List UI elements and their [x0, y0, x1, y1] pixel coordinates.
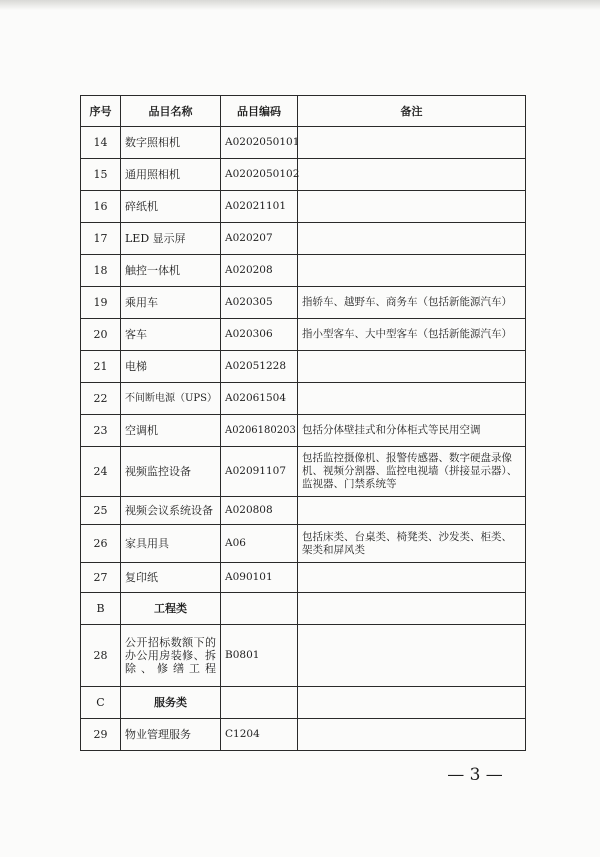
header-note: 备注 — [298, 96, 526, 127]
category-row-services — [81, 687, 526, 719]
row-name: 家具用具 — [121, 525, 221, 563]
row-code: A02051228 — [221, 351, 298, 383]
row-code: A0202050102 — [221, 159, 298, 191]
row-code: A06 — [221, 525, 298, 563]
row-code: C1204 — [221, 719, 298, 751]
row-code: A0206180203 — [221, 415, 298, 447]
row-note — [298, 223, 526, 255]
row-seq: 21 — [81, 351, 121, 383]
row-note — [298, 497, 526, 525]
row-note: 包括监控摄像机、报警传感器、数字硬盘录像机、视频分割器、监控电视墙（拼接显示器）、监视器、门禁系统等 — [298, 447, 526, 497]
row-note — [298, 351, 526, 383]
row-seq: 26 — [81, 525, 121, 563]
row-code: A02091107 — [221, 447, 298, 497]
category-seq: C — [81, 687, 121, 719]
row-note: 指轿车、越野车、商务车（包括新能源汽车） — [298, 287, 526, 319]
category-row-engineering — [81, 593, 526, 625]
row-name: 数字照相机 — [121, 127, 221, 159]
row-seq: 18 — [81, 255, 121, 287]
row-code: A020208 — [221, 255, 298, 287]
row-code: A02061504 — [221, 383, 298, 415]
row-name: 公开招标数额下的办公用房装修、拆除、修缮工程 — [121, 625, 221, 687]
row-note — [298, 383, 526, 415]
table-row — [81, 563, 526, 593]
row-note — [298, 159, 526, 191]
table-header-row — [81, 96, 526, 127]
row-seq: 27 — [81, 563, 121, 593]
row-code: A020808 — [221, 497, 298, 525]
row-code: A020305 — [221, 287, 298, 319]
empty-cell — [221, 687, 298, 719]
row-name: 视频监控设备 — [121, 447, 221, 497]
row-code: A02021101 — [221, 191, 298, 223]
category-seq: B — [81, 593, 121, 625]
scan-edge-shade — [0, 0, 600, 10]
table-row — [81, 319, 526, 351]
header-seq: 序号 — [81, 96, 121, 127]
row-seq: 15 — [81, 159, 121, 191]
table-row — [81, 415, 526, 447]
row-seq: 16 — [81, 191, 121, 223]
row-name: 视频会议系统设备 — [121, 497, 221, 525]
row-code: A020306 — [221, 319, 298, 351]
row-seq: 25 — [81, 497, 121, 525]
row-seq: 20 — [81, 319, 121, 351]
row-note: 指小型客车、大中型客车（包括新能源汽车） — [298, 319, 526, 351]
row-seq: 19 — [81, 287, 121, 319]
page-number: — 3 — — [447, 765, 503, 785]
table-row — [81, 351, 526, 383]
empty-cell — [298, 593, 526, 625]
table-row — [81, 625, 526, 687]
row-name: 触控一体机 — [121, 255, 221, 287]
row-code: A0202050101 — [221, 127, 298, 159]
row-name: 客车 — [121, 319, 221, 351]
table-row — [81, 719, 526, 751]
table-row — [81, 383, 526, 415]
row-seq: 14 — [81, 127, 121, 159]
row-name: 电梯 — [121, 351, 221, 383]
row-code: B0801 — [221, 625, 298, 687]
header-item-code: 品目编码 — [221, 96, 298, 127]
table-row — [81, 525, 526, 563]
row-name: 通用照相机 — [121, 159, 221, 191]
procurement-catalog-table — [80, 95, 526, 751]
row-note — [298, 191, 526, 223]
row-seq: 29 — [81, 719, 121, 751]
table-row — [81, 287, 526, 319]
table-row — [81, 255, 526, 287]
row-seq: 28 — [81, 625, 121, 687]
row-note: 包括床类、台桌类、椅凳类、沙发类、柜类、架类和屏风类 — [298, 525, 526, 563]
row-name: 碎纸机 — [121, 191, 221, 223]
table-row — [81, 159, 526, 191]
table-row — [81, 497, 526, 525]
row-note: 包括分体壁挂式和分体柜式等民用空调 — [298, 415, 526, 447]
empty-cell — [298, 687, 526, 719]
row-seq: 17 — [81, 223, 121, 255]
row-name: 不间断电源（UPS） — [121, 383, 221, 415]
row-seq: 23 — [81, 415, 121, 447]
empty-cell — [221, 593, 298, 625]
category-title: 工程类 — [121, 593, 221, 625]
category-title: 服务类 — [121, 687, 221, 719]
row-note — [298, 255, 526, 287]
row-note — [298, 127, 526, 159]
header-item-name: 品目名称 — [121, 96, 221, 127]
row-note — [298, 719, 526, 751]
row-seq: 22 — [81, 383, 121, 415]
row-name: LED 显示屏 — [121, 223, 221, 255]
row-note — [298, 625, 526, 687]
row-code: A020207 — [221, 223, 298, 255]
row-code: A090101 — [221, 563, 298, 593]
table-row — [81, 127, 526, 159]
row-name: 乘用车 — [121, 287, 221, 319]
table-row — [81, 223, 526, 255]
row-name: 复印纸 — [121, 563, 221, 593]
table-row — [81, 191, 526, 223]
row-seq: 24 — [81, 447, 121, 497]
row-name: 物业管理服务 — [121, 719, 221, 751]
row-name: 空调机 — [121, 415, 221, 447]
row-note — [298, 563, 526, 593]
table-row — [81, 447, 526, 497]
